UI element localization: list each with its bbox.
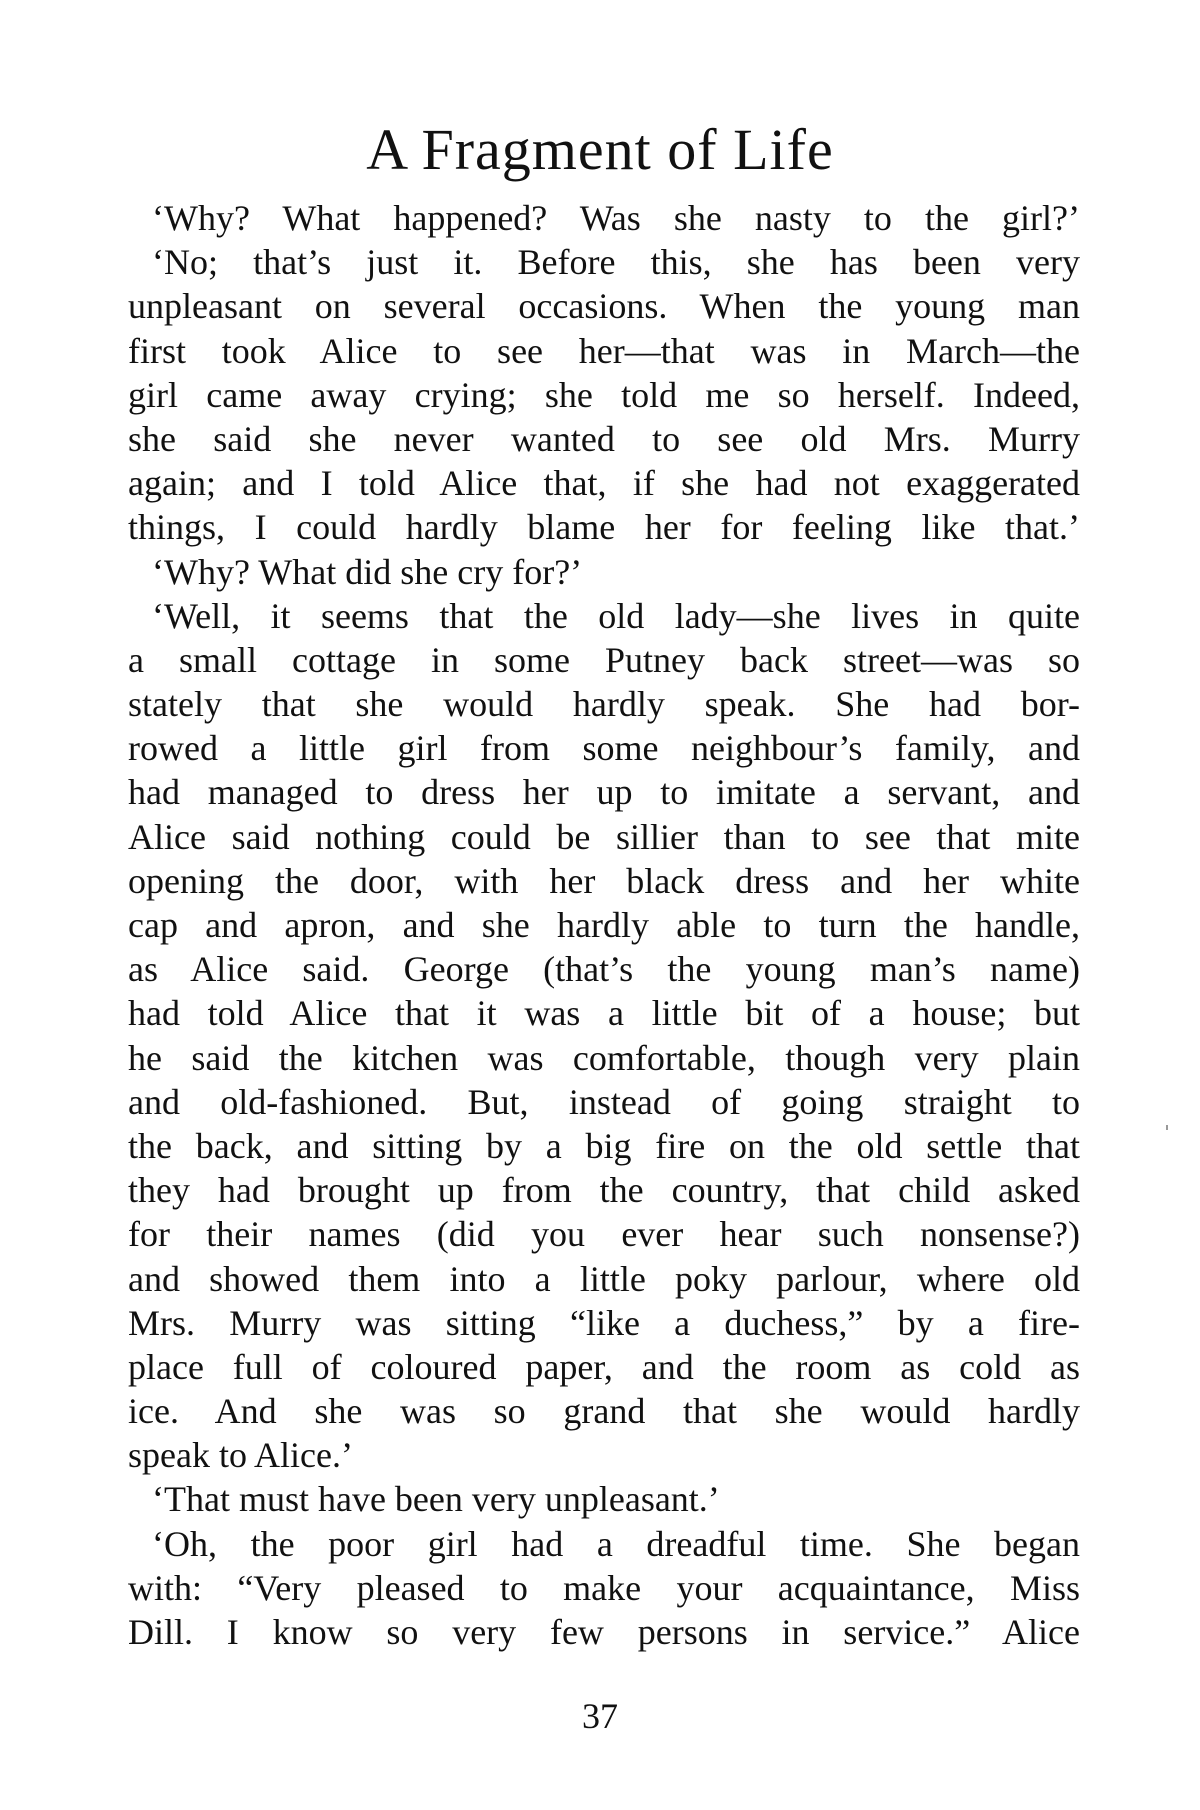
text-line: ice. And she was so grand that she would hardly bbox=[128, 1391, 1080, 1432]
text-line: ‘Well, it seems that the old lady—she lives in quite bbox=[152, 595, 1080, 636]
text-line: and showed them into a little poky parlour, where old bbox=[128, 1258, 1080, 1299]
text-line: speak to Alice.’ bbox=[128, 1435, 353, 1476]
text-line: first took Alice to see her—that was in March—the bbox=[128, 330, 1080, 371]
text-line: Alice said nothing could be sillier than to see that mite bbox=[128, 816, 1080, 857]
text-line: as Alice said. George (that’s the young man’s name) bbox=[128, 949, 1080, 990]
body-text bbox=[128, 196, 1080, 1654]
text-line: ‘Why? What did she cry for?’ bbox=[152, 551, 583, 592]
text-line: he said the kitchen was comfortable, though very plain bbox=[128, 1037, 1080, 1078]
text-line: cap and apron, and she hardly able to turn the handle, bbox=[128, 905, 1080, 945]
text-line: for their names (did you ever hear such nonsense?) bbox=[128, 1214, 1080, 1255]
text-line: stately that she would hardly speak. She had bor- bbox=[128, 684, 1080, 725]
text-line: ‘Oh, the poor girl had a dreadful time. She began bbox=[152, 1523, 1080, 1564]
text-line: unpleasant on several occasions. When the young man bbox=[128, 286, 1080, 327]
text-line: again; and I told Alice that, if she had not exaggerated bbox=[128, 463, 1080, 504]
text-line: had managed to dress her up to imitate a servant, and bbox=[128, 772, 1080, 813]
text-line: Dill. I know so very few persons in service.” Alice bbox=[128, 1612, 1080, 1652]
text-line: Mrs. Murry was sitting “like a duchess,” by a fire- bbox=[128, 1302, 1080, 1343]
text-line: a small cottage in some Putney back street—was so bbox=[128, 639, 1080, 680]
text-line: and old-fashioned. But, instead of going straight to bbox=[128, 1081, 1080, 1122]
scan-speck bbox=[1166, 1125, 1168, 1130]
text-line: girl came away crying; she told me so herself. Indeed, bbox=[128, 374, 1080, 415]
text-line: place full of coloured paper, and the room as cold as bbox=[128, 1346, 1080, 1387]
text-line: they had brought up from the country, that child asked bbox=[128, 1170, 1080, 1211]
text-line: ‘No; that’s just it. Before this, she has been very bbox=[152, 242, 1080, 283]
text-line: the back, and sitting by a big fire on the old settle that bbox=[128, 1125, 1080, 1166]
text-line: she said she never wanted to see old Mrs. Murry bbox=[128, 418, 1080, 459]
text-line: rowed a little girl from some neighbour’s family, and bbox=[128, 728, 1080, 769]
text-line: ‘Why? What happened? Was she nasty to the girl?’ bbox=[152, 198, 1080, 238]
text-line: had told Alice that it was a little bit of a house; but bbox=[128, 993, 1080, 1034]
text-line: with: “Very pleased to make your acquaintance, Miss bbox=[128, 1567, 1080, 1608]
text-line: ‘That must have been very unpleasant.’ bbox=[152, 1479, 720, 1520]
text-line: opening the door, with her black dress and her white bbox=[128, 860, 1080, 901]
running-head: A Fragment of Life bbox=[366, 117, 834, 182]
page-number: 37 bbox=[582, 1696, 618, 1736]
text-line: things, I could hardly blame her for feeling like that.’ bbox=[128, 507, 1080, 548]
